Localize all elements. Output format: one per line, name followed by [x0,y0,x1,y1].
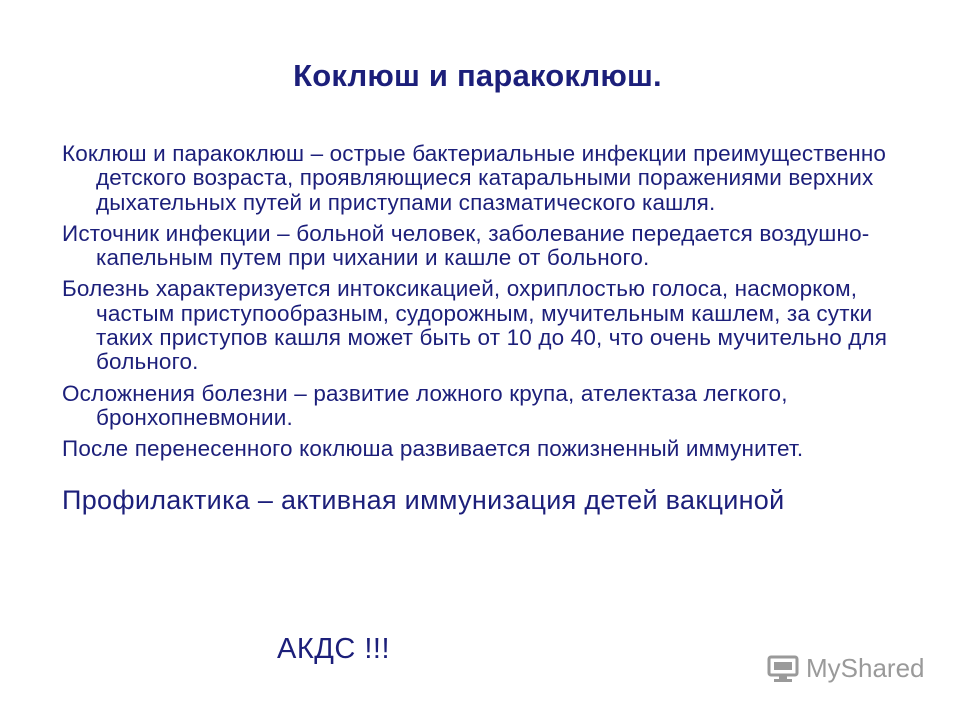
paragraph-source: Источник инфекции – больной человек, заболевание передается воздушно-капельным путем при чихании и кашле от больного. [62,220,870,271]
paragraph-complications: Осложнения болезни – развитие ложного крупа, ателектаза легкого, бронхопневмонии. [62,380,788,430]
watermark-text-my: My [806,652,841,683]
slide-title: Коклюш и паракоклюш. [293,58,662,93]
paragraph-definition: Коклюш и паракоклюш – острые бактериальные инфекции преимущественно детского возраста, проявляющиеся катаральными поражениями верхних дыхательных путей и приступами спазматического кашля. [62,141,887,215]
watermark-text-shared: Shared [840,652,925,683]
paragraph-immunity: После перенесенного коклюша развивается пожизненный иммунитет. [62,436,804,462]
watermark-text [806,653,925,684]
vaccine-label: АКДС !!! [277,633,391,665]
paragraph-prophylaxis: Профилактика – активная иммунизация детей вакциной [62,484,785,515]
slide-body [62,142,892,515]
paragraph-symptoms: Болезнь характеризуется интоксикацией, охриплостью голоса, насморком, частым приступообразным, судорожным, мучительным кашлем, за сутки таких приступов кашля может быть от 10 до 40, что очень мучительно для больного. [62,276,888,375]
myshared-logo-icon [766,651,800,685]
watermark [766,650,925,686]
